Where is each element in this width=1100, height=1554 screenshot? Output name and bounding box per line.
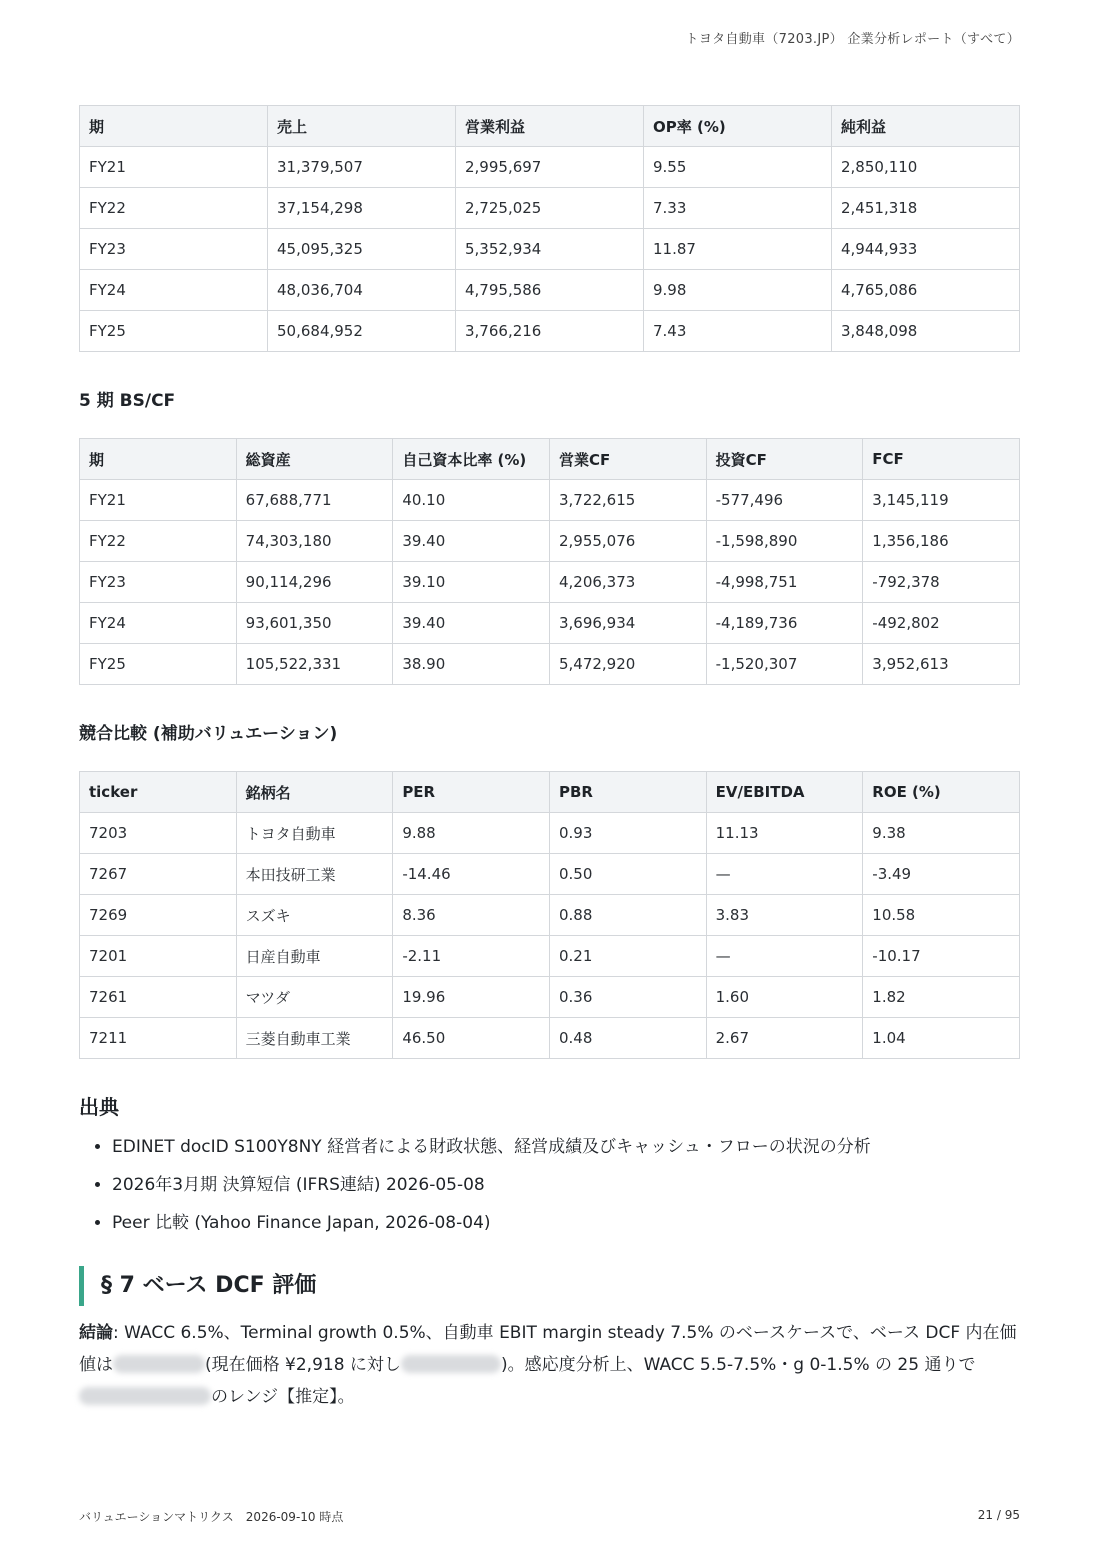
table-cell: 3,848,098 <box>832 311 1020 352</box>
table-cell: — <box>706 854 863 895</box>
table-row <box>80 562 1020 603</box>
column-header: 自己資本比率 (%) <box>393 439 550 480</box>
table-cell: 11.87 <box>644 229 832 270</box>
conclusion-text: のレンジ【推定】。 <box>211 1387 355 1407</box>
table-cell: 9.55 <box>644 147 832 188</box>
table-cell: マツダ <box>236 977 393 1018</box>
table-cell: FY22 <box>80 188 268 229</box>
table-cell: -2.11 <box>393 936 550 977</box>
table-cell: FY24 <box>80 270 268 311</box>
table-cell: 2.67 <box>706 1018 863 1059</box>
table-cell: 48,036,704 <box>268 270 456 311</box>
table-cell: 0.48 <box>549 1018 706 1059</box>
bs-cf-table <box>79 438 1020 685</box>
table-cell: FY23 <box>80 229 268 270</box>
table-cell: 2,725,025 <box>456 188 644 229</box>
table-cell: 7203 <box>80 813 237 854</box>
column-header: FCF <box>863 439 1020 480</box>
table-cell: 8.36 <box>393 895 550 936</box>
column-header: 総資産 <box>236 439 393 480</box>
table-row <box>80 147 1020 188</box>
conclusion-text: )。感応度分析上、WACC 5.5-7.5%・g 0-1.5% の 25 通りで <box>500 1355 976 1375</box>
table-cell: 0.36 <box>549 977 706 1018</box>
table-cell: 1,356,186 <box>863 521 1020 562</box>
table-cell: -3.49 <box>863 854 1020 895</box>
table-cell: トヨタ自動車 <box>236 813 393 854</box>
table-cell: FY25 <box>80 644 237 685</box>
table-cell: 2,995,697 <box>456 147 644 188</box>
table-cell: FY25 <box>80 311 268 352</box>
column-header: ticker <box>80 772 237 813</box>
table-row <box>80 936 1020 977</box>
table-cell: 3,952,613 <box>863 644 1020 685</box>
conclusion-text: : WACC 6.5%、Terminal growth 0.5%、自動車 EBIT margin steady 7.5% のベースケースで、ベース DCF 内在価値は <box>79 1323 1017 1375</box>
table-cell: 39.40 <box>393 521 550 562</box>
peer-heading: 競合比較 (補助バリュエーション) <box>79 724 338 744</box>
table-cell: 2,955,076 <box>549 521 706 562</box>
table-cell: スズキ <box>236 895 393 936</box>
table-cell: -4,189,736 <box>706 603 863 644</box>
table-cell: 3,766,216 <box>456 311 644 352</box>
table-cell: -1,598,890 <box>706 521 863 562</box>
table-header-row <box>80 106 1020 147</box>
column-header: PBR <box>549 772 706 813</box>
table-cell: -14.46 <box>393 854 550 895</box>
table-cell: 105,522,331 <box>236 644 393 685</box>
table-header-row <box>80 772 1020 813</box>
table-row <box>80 603 1020 644</box>
table-cell: 39.10 <box>393 562 550 603</box>
table-cell: FY21 <box>80 147 268 188</box>
table-cell: 7267 <box>80 854 237 895</box>
table-cell: 本田技研工業 <box>236 854 393 895</box>
redacted-value <box>401 1355 501 1373</box>
table-cell: 9.88 <box>393 813 550 854</box>
column-header: 純利益 <box>832 106 1020 147</box>
table-cell: 5,472,920 <box>549 644 706 685</box>
table-cell: 0.93 <box>549 813 706 854</box>
table-cell: 38.90 <box>393 644 550 685</box>
column-header: 銘柄名 <box>236 772 393 813</box>
table-cell: 7.33 <box>644 188 832 229</box>
column-header: 営業利益 <box>456 106 644 147</box>
table-cell: 31,379,507 <box>268 147 456 188</box>
table-cell: 9.98 <box>644 270 832 311</box>
table-cell: 1.82 <box>863 977 1020 1018</box>
table-cell: 10.58 <box>863 895 1020 936</box>
source-item: • Peer 比較 (Yahoo Finance Japan, 2026-08-04) <box>112 1204 871 1242</box>
table-cell: 4,765,086 <box>832 270 1020 311</box>
table-cell: 0.50 <box>549 854 706 895</box>
table-row <box>80 229 1020 270</box>
column-header: EV/EBITDA <box>706 772 863 813</box>
column-header: ROE (%) <box>863 772 1020 813</box>
table-row <box>80 270 1020 311</box>
table-row <box>80 977 1020 1018</box>
peer-comparison-table <box>79 771 1020 1059</box>
table-cell: 2,451,318 <box>832 188 1020 229</box>
redacted-value <box>113 1355 205 1373</box>
table-cell: 0.21 <box>549 936 706 977</box>
page-header-title: トヨタ自動車（7203.JP） 企業分析レポート（すべて） <box>685 32 1020 47</box>
table-cell: 67,688,771 <box>236 480 393 521</box>
column-header: 売上 <box>268 106 456 147</box>
table-cell: -10.17 <box>863 936 1020 977</box>
table-row <box>80 644 1020 685</box>
table-cell: 3,722,615 <box>549 480 706 521</box>
table-cell: 7211 <box>80 1018 237 1059</box>
source-item: • 2026年3月期 決算短信 (IFRS連結) 2026-05-08 <box>112 1166 871 1204</box>
table-cell: FY22 <box>80 521 237 562</box>
source-item: • EDINET docID S100Y8NY 経営者による財政状態、経営成績及びキャッシュ・フローの状況の分析 <box>112 1128 871 1166</box>
column-header: 営業CF <box>549 439 706 480</box>
table-cell: 日産自動車 <box>236 936 393 977</box>
table-cell: 7261 <box>80 977 237 1018</box>
table-cell: FY21 <box>80 480 237 521</box>
table-cell: 93,601,350 <box>236 603 393 644</box>
table-row <box>80 311 1020 352</box>
table-cell: 1.04 <box>863 1018 1020 1059</box>
table-row <box>80 895 1020 936</box>
table-cell: 7201 <box>80 936 237 977</box>
conclusion-label: 結論 <box>79 1323 113 1343</box>
table-cell: 1.60 <box>706 977 863 1018</box>
table-row <box>80 813 1020 854</box>
table-cell: 19.96 <box>393 977 550 1018</box>
table-cell: 5,352,934 <box>456 229 644 270</box>
sources-list <box>79 1128 871 1242</box>
table-cell: 50,684,952 <box>268 311 456 352</box>
conclusion-text: (現在価格 ¥2,918 に対し <box>205 1355 401 1375</box>
footer-label: バリュエーションマトリクス 2026-09-10 時点 <box>79 1510 344 1524</box>
table-cell: -577,496 <box>706 480 863 521</box>
redacted-value <box>79 1387 211 1405</box>
table-cell: 9.38 <box>863 813 1020 854</box>
table-cell: 4,206,373 <box>549 562 706 603</box>
table-row <box>80 1018 1020 1059</box>
bs-cf-heading: 5 期 BS/CF <box>79 391 176 411</box>
table-cell: -792,378 <box>863 562 1020 603</box>
column-header: PER <box>393 772 550 813</box>
section-title: § 7 ベース DCF 評価 <box>79 1266 316 1306</box>
table-cell: 4,944,933 <box>832 229 1020 270</box>
table-cell: 46.50 <box>393 1018 550 1059</box>
table-cell: 3,696,934 <box>549 603 706 644</box>
table-cell: 37,154,298 <box>268 188 456 229</box>
table-cell: FY23 <box>80 562 237 603</box>
table-cell: 0.88 <box>549 895 706 936</box>
table-cell: 3.83 <box>706 895 863 936</box>
table-cell: -4,998,751 <box>706 562 863 603</box>
table-cell: FY24 <box>80 603 237 644</box>
table-cell: 40.10 <box>393 480 550 521</box>
column-header: 期 <box>80 106 268 147</box>
table-cell: 7269 <box>80 895 237 936</box>
table-cell: 7.43 <box>644 311 832 352</box>
page-number: 21 / 95 <box>977 1508 1020 1522</box>
table-cell: 74,303,180 <box>236 521 393 562</box>
column-header: OP率 (%) <box>644 106 832 147</box>
table-row <box>80 188 1020 229</box>
table-cell: — <box>706 936 863 977</box>
conclusion-paragraph <box>79 1317 1020 1413</box>
table-row <box>80 521 1020 562</box>
table-cell: -492,802 <box>863 603 1020 644</box>
table-cell: 11.13 <box>706 813 863 854</box>
column-header: 期 <box>80 439 237 480</box>
table-cell: 45,095,325 <box>268 229 456 270</box>
sources-heading: 出典 <box>79 1095 119 1119</box>
table-cell: 三菱自動車工業 <box>236 1018 393 1059</box>
table-row <box>80 480 1020 521</box>
table-header-row <box>80 439 1020 480</box>
table-cell: -1,520,307 <box>706 644 863 685</box>
table-cell: 3,145,119 <box>863 480 1020 521</box>
pl-table <box>79 105 1020 352</box>
table-cell: 2,850,110 <box>832 147 1020 188</box>
column-header: 投資CF <box>706 439 863 480</box>
table-cell: 90,114,296 <box>236 562 393 603</box>
table-cell: 4,795,586 <box>456 270 644 311</box>
table-cell: 39.40 <box>393 603 550 644</box>
table-row <box>80 854 1020 895</box>
